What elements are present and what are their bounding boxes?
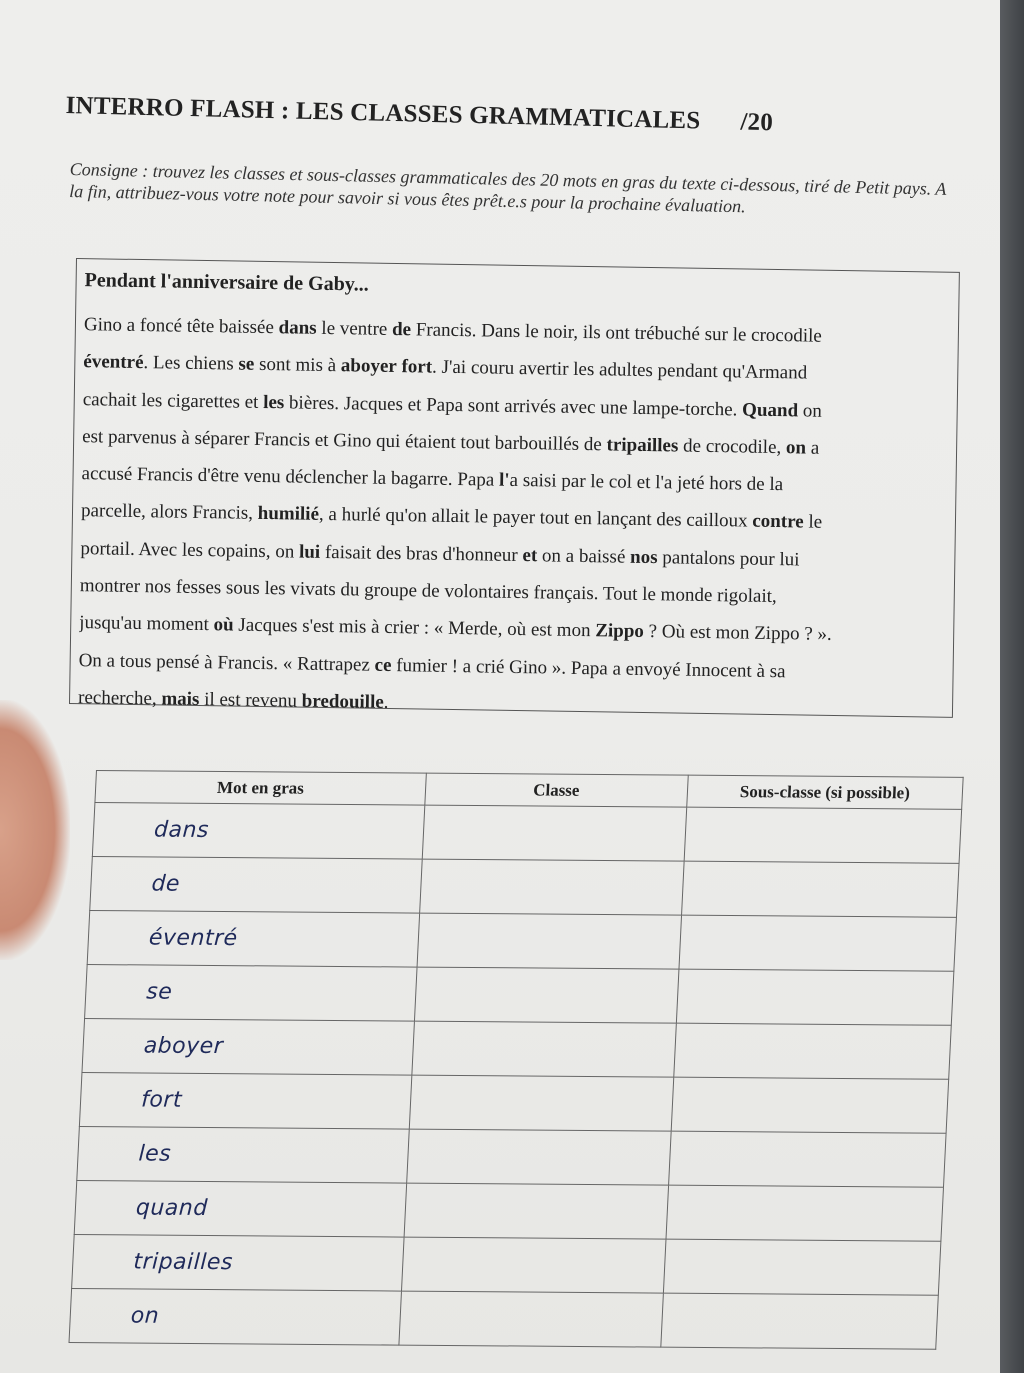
text-segment: , a hurlé qu'on allait le payer tout en lançant des cailloux [318,504,753,533]
classe-cell[interactable] [406,1129,671,1185]
text-segment: . J'ai couru avertir les adultes pendant qu'Armand [431,356,808,384]
bold-word: aboyer [340,355,397,378]
table-row [72,1234,941,1295]
bold-word: ce [374,654,392,676]
handwritten-word: tripailles [72,1234,404,1291]
text-segment: . [383,691,389,713]
text-segment: Francis. Dans le noir, ils ont trébuché sur le crocodile [410,319,822,347]
page-title [65,92,825,139]
text-segment: . Les chiens [143,352,239,375]
text-segment: recherche, [77,687,162,710]
table-row [69,1288,938,1349]
header-classe: Classe [425,773,689,807]
classe-cell[interactable] [419,859,684,915]
classe-cell[interactable] [401,1237,666,1293]
text-segment: faisait des bras d'honneur [319,541,523,566]
bold-word: dans [278,317,317,339]
table-row [85,964,954,1025]
bold-word: les [263,391,285,413]
table-row [92,803,961,864]
bold-word: éventré [83,351,144,374]
sous-classe-cell[interactable] [684,807,962,863]
title-text: INTERRO FLASH : LES CLASSES GRAMMATICALES [65,92,701,135]
sous-classe-cell[interactable] [668,1131,946,1187]
score-label: /20 [740,108,774,137]
text-segment: le [803,511,823,534]
sous-classe-cell[interactable] [681,861,959,917]
classe-cell[interactable] [404,1183,669,1239]
text-segment: a saisi par le col et l'a jeté hors de la [509,470,784,496]
classe-cell[interactable] [412,1021,677,1077]
classe-cell[interactable] [422,805,687,861]
text-segment: Jacques s'est mis à crier : « Merde, où est mon [233,614,596,642]
excerpt-text [78,306,950,730]
text-segment: a [805,437,820,459]
bold-word: lui [298,541,321,563]
text-segment: accusé Francis d'être venu déclencher la bagarre. Papa [81,463,500,491]
table-row [79,1072,948,1133]
text-segment: cachait les cigarettes et [82,388,264,413]
table-row [74,1180,943,1241]
bold-word: Quand [741,399,799,421]
text-segment: de crocodile, [678,435,787,459]
sous-classe-cell[interactable] [666,1185,944,1241]
handwritten-word: éventré [87,910,419,967]
handwritten-word: quand [74,1180,406,1237]
bold-word: Zippo [595,620,645,643]
text-segment: montrer nos fesses sous les vivats du groupe de volontaires français. Tout le monde rigolait, [79,575,777,608]
handwritten-word: dans [92,803,424,860]
bold-word: tripailles [606,434,679,457]
hand [0,700,70,960]
instructions: Consigne : trouvez les classes et sous-classes grammaticales des 20 mots en gras du texte ci-dessous, tiré de Petit pays. A la fin, attribuez-vous votre note pour savoir si vous êtes prêt.e.s pour la prochaine évaluation. [69,158,947,217]
table-row [82,1018,951,1079]
text-segment: On a tous pensé à Francis. « Rattrapez [78,649,375,676]
text-segment: sont mis à [254,354,342,377]
text-segment: jusqu'au moment [79,612,214,636]
table-row [90,857,959,918]
handwritten-word: on [69,1288,401,1345]
classe-cell[interactable] [409,1075,674,1131]
classe-cell[interactable] [417,913,682,969]
excerpt-title: Pendant l'anniversaire de Gaby... [84,269,369,296]
bold-word: bredouille [301,690,384,713]
bold-word: contre [752,511,804,533]
header-sous-classe: Sous-classe (si possible) [687,775,964,809]
table-row [87,910,956,971]
bold-word: où [213,614,234,636]
sous-classe-cell[interactable] [676,969,954,1025]
text-segment: est parvenus à séparer Francis et Gino qui étaient tout barbouillés de [82,426,607,456]
bold-word: on [785,437,807,459]
handwritten-word: les [77,1126,409,1183]
text-segment: on a baissé [537,545,631,568]
text-segment: bières. Jacques et Papa sont arrivés avec une lampe-torche. [284,391,743,421]
bold-word: se [238,353,255,376]
bold-word: l' [498,469,510,492]
bold-word: mais [161,688,200,710]
sous-classe-cell[interactable] [674,1023,952,1079]
text-segment: on [797,399,823,422]
bold-word: et [522,544,538,567]
text-segment: Gino a foncé tête baissée [83,314,279,339]
text-segment: pantalons pour lui [657,546,800,571]
handwritten-word: aboyer [82,1018,414,1075]
handwritten-word: fort [79,1072,411,1129]
text-segment: ? Où est mon Zippo ? ». [643,621,832,646]
text-segment: le ventre [316,317,393,340]
text-segment: il est revenu [199,688,302,712]
bold-word: humilié [257,503,320,526]
table-row [77,1126,946,1187]
text-segment: portail. Avec les copains, on [80,537,300,563]
answer-table [68,770,963,1350]
text-segment: parcelle, alors Francis, [80,500,258,525]
handwritten-word: se [85,964,417,1021]
classe-cell[interactable] [399,1291,664,1347]
bold-word: fort [401,356,433,378]
text-segment: fumier ! a crié Gino ». Papa a envoyé Innocent à sa [391,654,786,682]
sous-classe-cell[interactable] [679,915,957,971]
sous-classe-cell[interactable] [671,1077,949,1133]
bold-word: nos [629,546,658,568]
header-mot: Mot en gras [95,771,426,806]
sous-classe-cell[interactable] [661,1293,939,1349]
excerpt-box [69,258,960,718]
sous-classe-cell[interactable] [663,1239,941,1295]
classe-cell[interactable] [414,967,679,1023]
handwritten-word: de [90,857,422,914]
bold-word: de [391,318,412,341]
